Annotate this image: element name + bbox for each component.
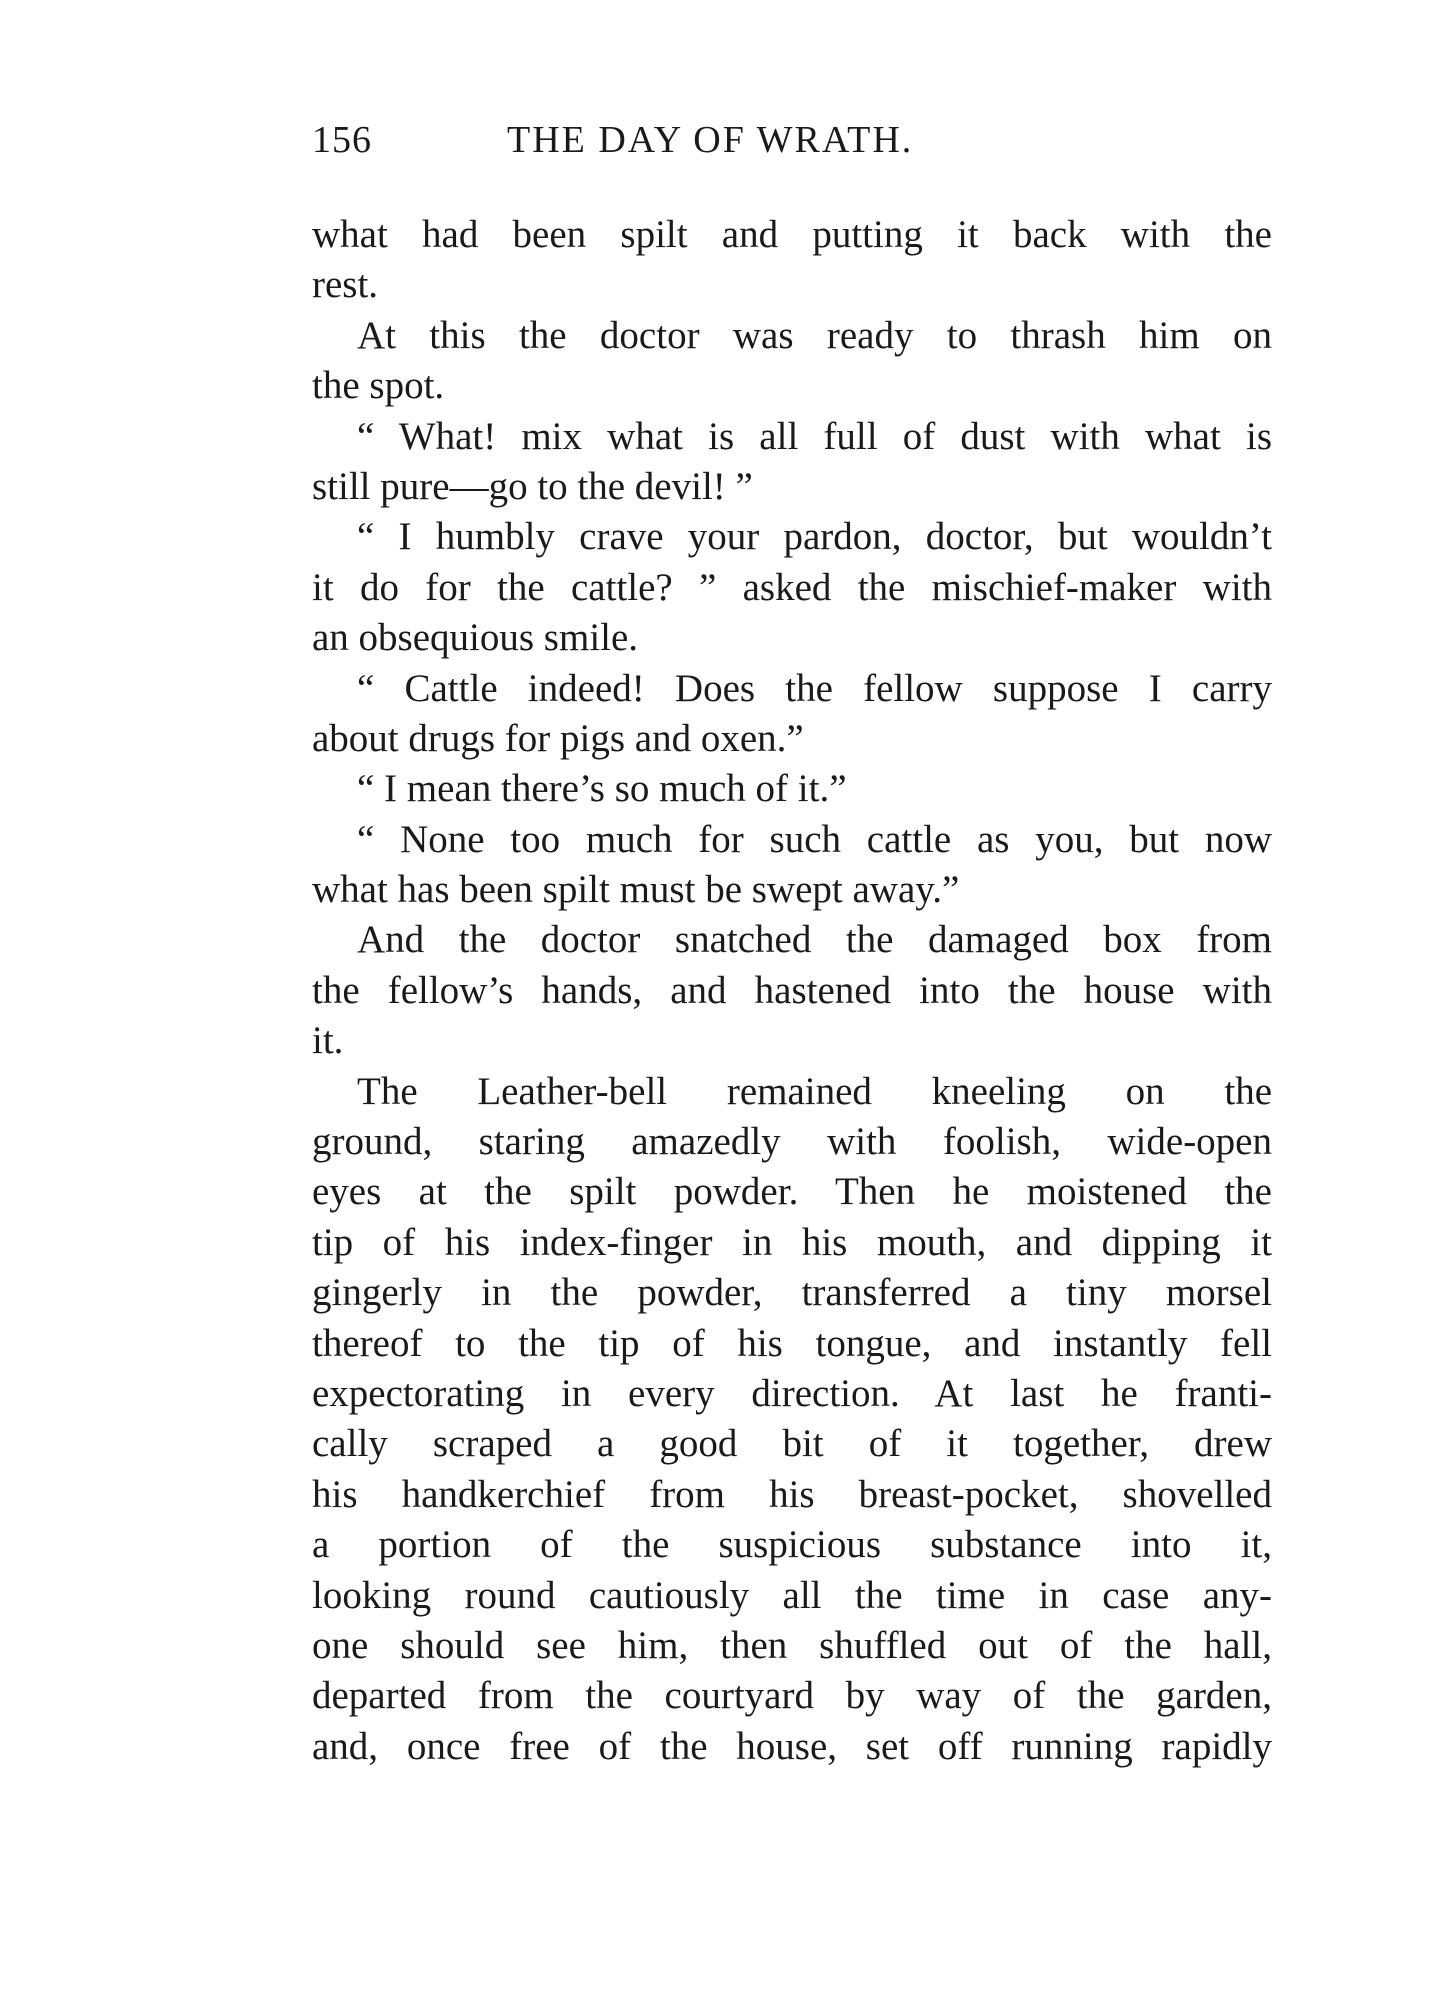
text-line: an obsequious smile. — [312, 616, 639, 660]
text-line: eyes at the spilt powder. Then he moistened the — [312, 1170, 1272, 1214]
text-line: it do for the cattle? ” asked the mischief-maker with — [312, 565, 1272, 609]
text-line: tip of his index-finger in his mouth, and dipping it — [312, 1220, 1272, 1264]
text-line: his handkerchief from his breast-pocket, shovelled — [312, 1472, 1272, 1516]
text-line: still pure—go to the devil! ” — [312, 464, 753, 508]
text-line: looking round cautiously all the time in case any- — [312, 1573, 1272, 1617]
text-line: and, once free of the house, set off running rapidly — [312, 1724, 1272, 1768]
body-text — [312, 210, 1272, 1772]
text-line: departed from the courtyard by way of the garden, — [312, 1674, 1272, 1718]
text-line: thereof to the tip of his tongue, and instantly fell — [312, 1321, 1272, 1365]
text-line: And the doctor snatched the damaged box from — [357, 918, 1272, 962]
text-line: the spot. — [312, 364, 445, 408]
text-line: about drugs for pigs and oxen.” — [312, 716, 804, 760]
text-line: gingerly in the powder, transferred a tiny morsel — [312, 1271, 1272, 1315]
page-number: 156 — [312, 119, 372, 161]
page-header — [312, 118, 1272, 178]
text-line: a portion of the suspicious substance into it, — [312, 1523, 1272, 1567]
text-line: the fellow’s hands, and hastened into the house with — [312, 968, 1272, 1012]
text-line: what has been spilt must be swept away.” — [312, 868, 960, 912]
text-line: “ I mean there’s so much of it.” — [357, 767, 847, 811]
text-line: cally scraped a good bit of it together, drew — [312, 1422, 1272, 1466]
text-line: expectorating in every direction. At last he franti- — [312, 1371, 1272, 1415]
text-line: “ I humbly crave your pardon, doctor, but wouldn’t — [357, 515, 1272, 559]
text-line: “ What! mix what is all full of dust with what is — [357, 414, 1272, 458]
text-line: one should see him, then shuffled out of the hall, — [312, 1623, 1272, 1667]
text-line: “ None too much for such cattle as you, but now — [357, 817, 1272, 861]
running-title: THE DAY OF WRATH. — [507, 119, 914, 161]
text-line: what had been spilt and putting it back with the — [312, 213, 1272, 256]
text-line: it. — [312, 1019, 344, 1063]
text-line: rest. — [312, 263, 379, 307]
text-line: The Leather-bell remained kneeling on the — [357, 1069, 1272, 1113]
text-line: “ Cattle indeed! Does the fellow suppose I carry — [357, 666, 1272, 710]
text-line: At this the doctor was ready to thrash him on — [357, 313, 1272, 357]
text-line: ground, staring amazedly with foolish, wide-open — [312, 1120, 1272, 1164]
